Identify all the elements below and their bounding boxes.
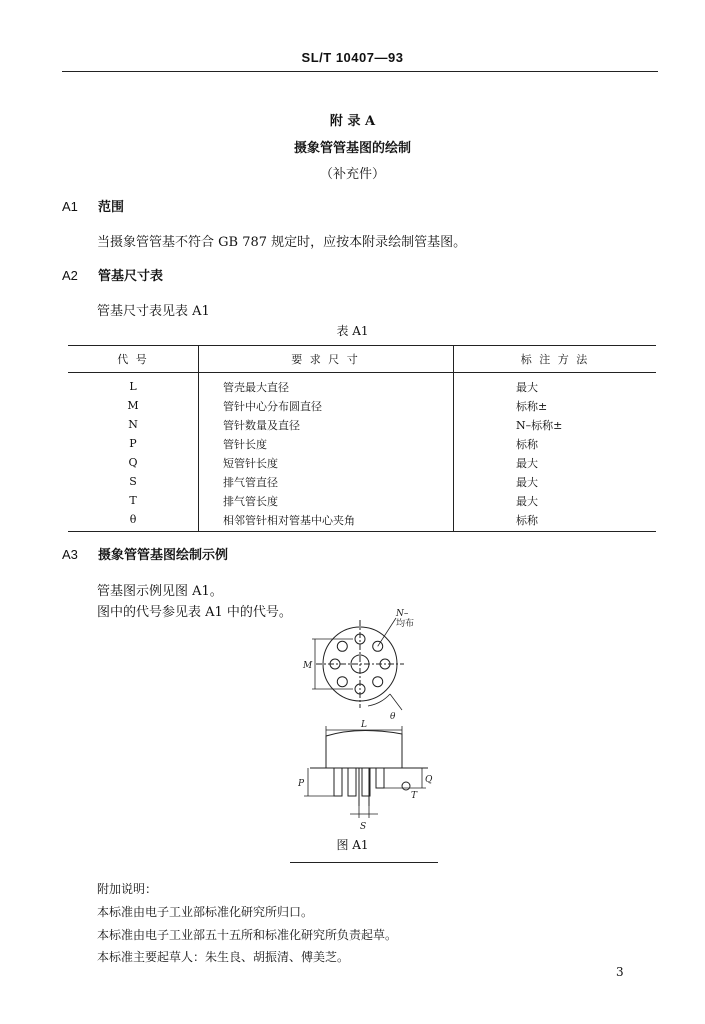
note-line: 本标准由电子工业部标准化研究所归口。 [97,905,314,919]
label-m: M [303,661,313,671]
requirement-cell: 管针数量及直径 [199,415,454,434]
column-header-method: 标 注 方 法 [454,346,657,373]
table-row [68,491,656,510]
section-title: 摄象管管基图绘制示例 [98,548,229,563]
code-cell: M [127,399,139,412]
requirement-cell: 短管针长度 [199,453,454,472]
code-cell: θ [68,510,199,532]
table-header-row [68,346,656,373]
code-cell: L [129,380,137,393]
table-row [68,453,656,472]
section-a3-heading [62,544,228,563]
requirement-cell: 管针长度 [199,434,454,453]
requirement-cell: 排气管长度 [199,491,454,510]
note-line: 本标准主要起草人：朱生良、胡振清、傅美芝。 [97,950,350,964]
method-cell: N–标称± [454,415,657,434]
section-a2-heading [62,265,163,284]
code-cell: P [129,437,137,450]
code-cell: N [128,418,138,431]
table-row [68,472,656,491]
section-a3-text-2: 图中的代号参见表 A1 中的代号。 [97,605,292,620]
notes-title: 附加说明： [97,882,158,896]
label-l: L [361,720,367,730]
requirement-cell: 排气管直径 [199,472,454,491]
method-cell: 最大 [454,373,657,397]
label-q: Q [425,775,433,785]
table-row [68,396,656,415]
section-a2-text: 管基尺寸表见表 A1 [97,304,210,319]
table-row [68,510,656,532]
section-title: 管基尺寸表 [98,269,164,284]
method-cell: 最大 [454,472,657,491]
method-cell: 标称 [454,434,657,453]
base-body [326,730,402,768]
figure-caption: 图 A1 [336,838,369,852]
header-rule [62,71,658,72]
dimension-table [68,345,656,532]
tube-base-drawing [298,608,438,833]
section-a1-text: 当摄象管管基不符合 GB 787 规定时，应按本附录绘制管基图。 [97,235,467,250]
label-distribution: 均布 [396,619,415,629]
method-cell: 最大 [454,491,657,510]
requirement-cell: 管针中心分布圆直径 [199,396,454,415]
page-number: 3 [616,965,624,979]
appendix-title: 附 录 A [329,114,376,129]
section-number: A3 [62,547,78,562]
table-caption: 表 A1 [336,324,369,338]
method-cell: 最大 [454,453,657,472]
table-row [68,434,656,453]
method-cell: 标称 [454,510,657,532]
code-cell: S [129,475,137,488]
section-a1-heading [62,196,124,215]
table-row [68,373,656,397]
label-theta: θ [390,712,396,722]
section-title: 范围 [98,200,125,215]
code-cell: T [129,494,137,507]
section-number: A1 [62,199,78,214]
label-n: N– [396,609,409,619]
end-rule [290,862,438,863]
label-t: T [411,791,418,801]
code-cell: Q [128,456,138,469]
requirement-cell: 管壳最大直径 [199,373,454,397]
standard-code: SL/T 10407—93 [301,50,404,65]
note-line: 本标准由电子工业部五十五所和标准化研究所负责起草。 [97,928,398,942]
section-number: A2 [62,268,78,283]
label-p: P [298,779,305,789]
appendix-nature: （补充件） [319,167,385,182]
table-row [68,415,656,434]
column-header-code: 代 号 [68,346,199,373]
method-cell: 标称± [454,396,657,415]
section-a3-text-1: 管基图示例见图 A1。 [97,584,223,599]
label-s: S [360,822,367,832]
requirement-cell: 相邻管针相对管基中心夹角 [199,510,454,532]
appendix-subtitle: 摄象管管基图的绘制 [293,141,411,156]
column-header-requirement: 要 求 尺 寸 [199,346,454,373]
